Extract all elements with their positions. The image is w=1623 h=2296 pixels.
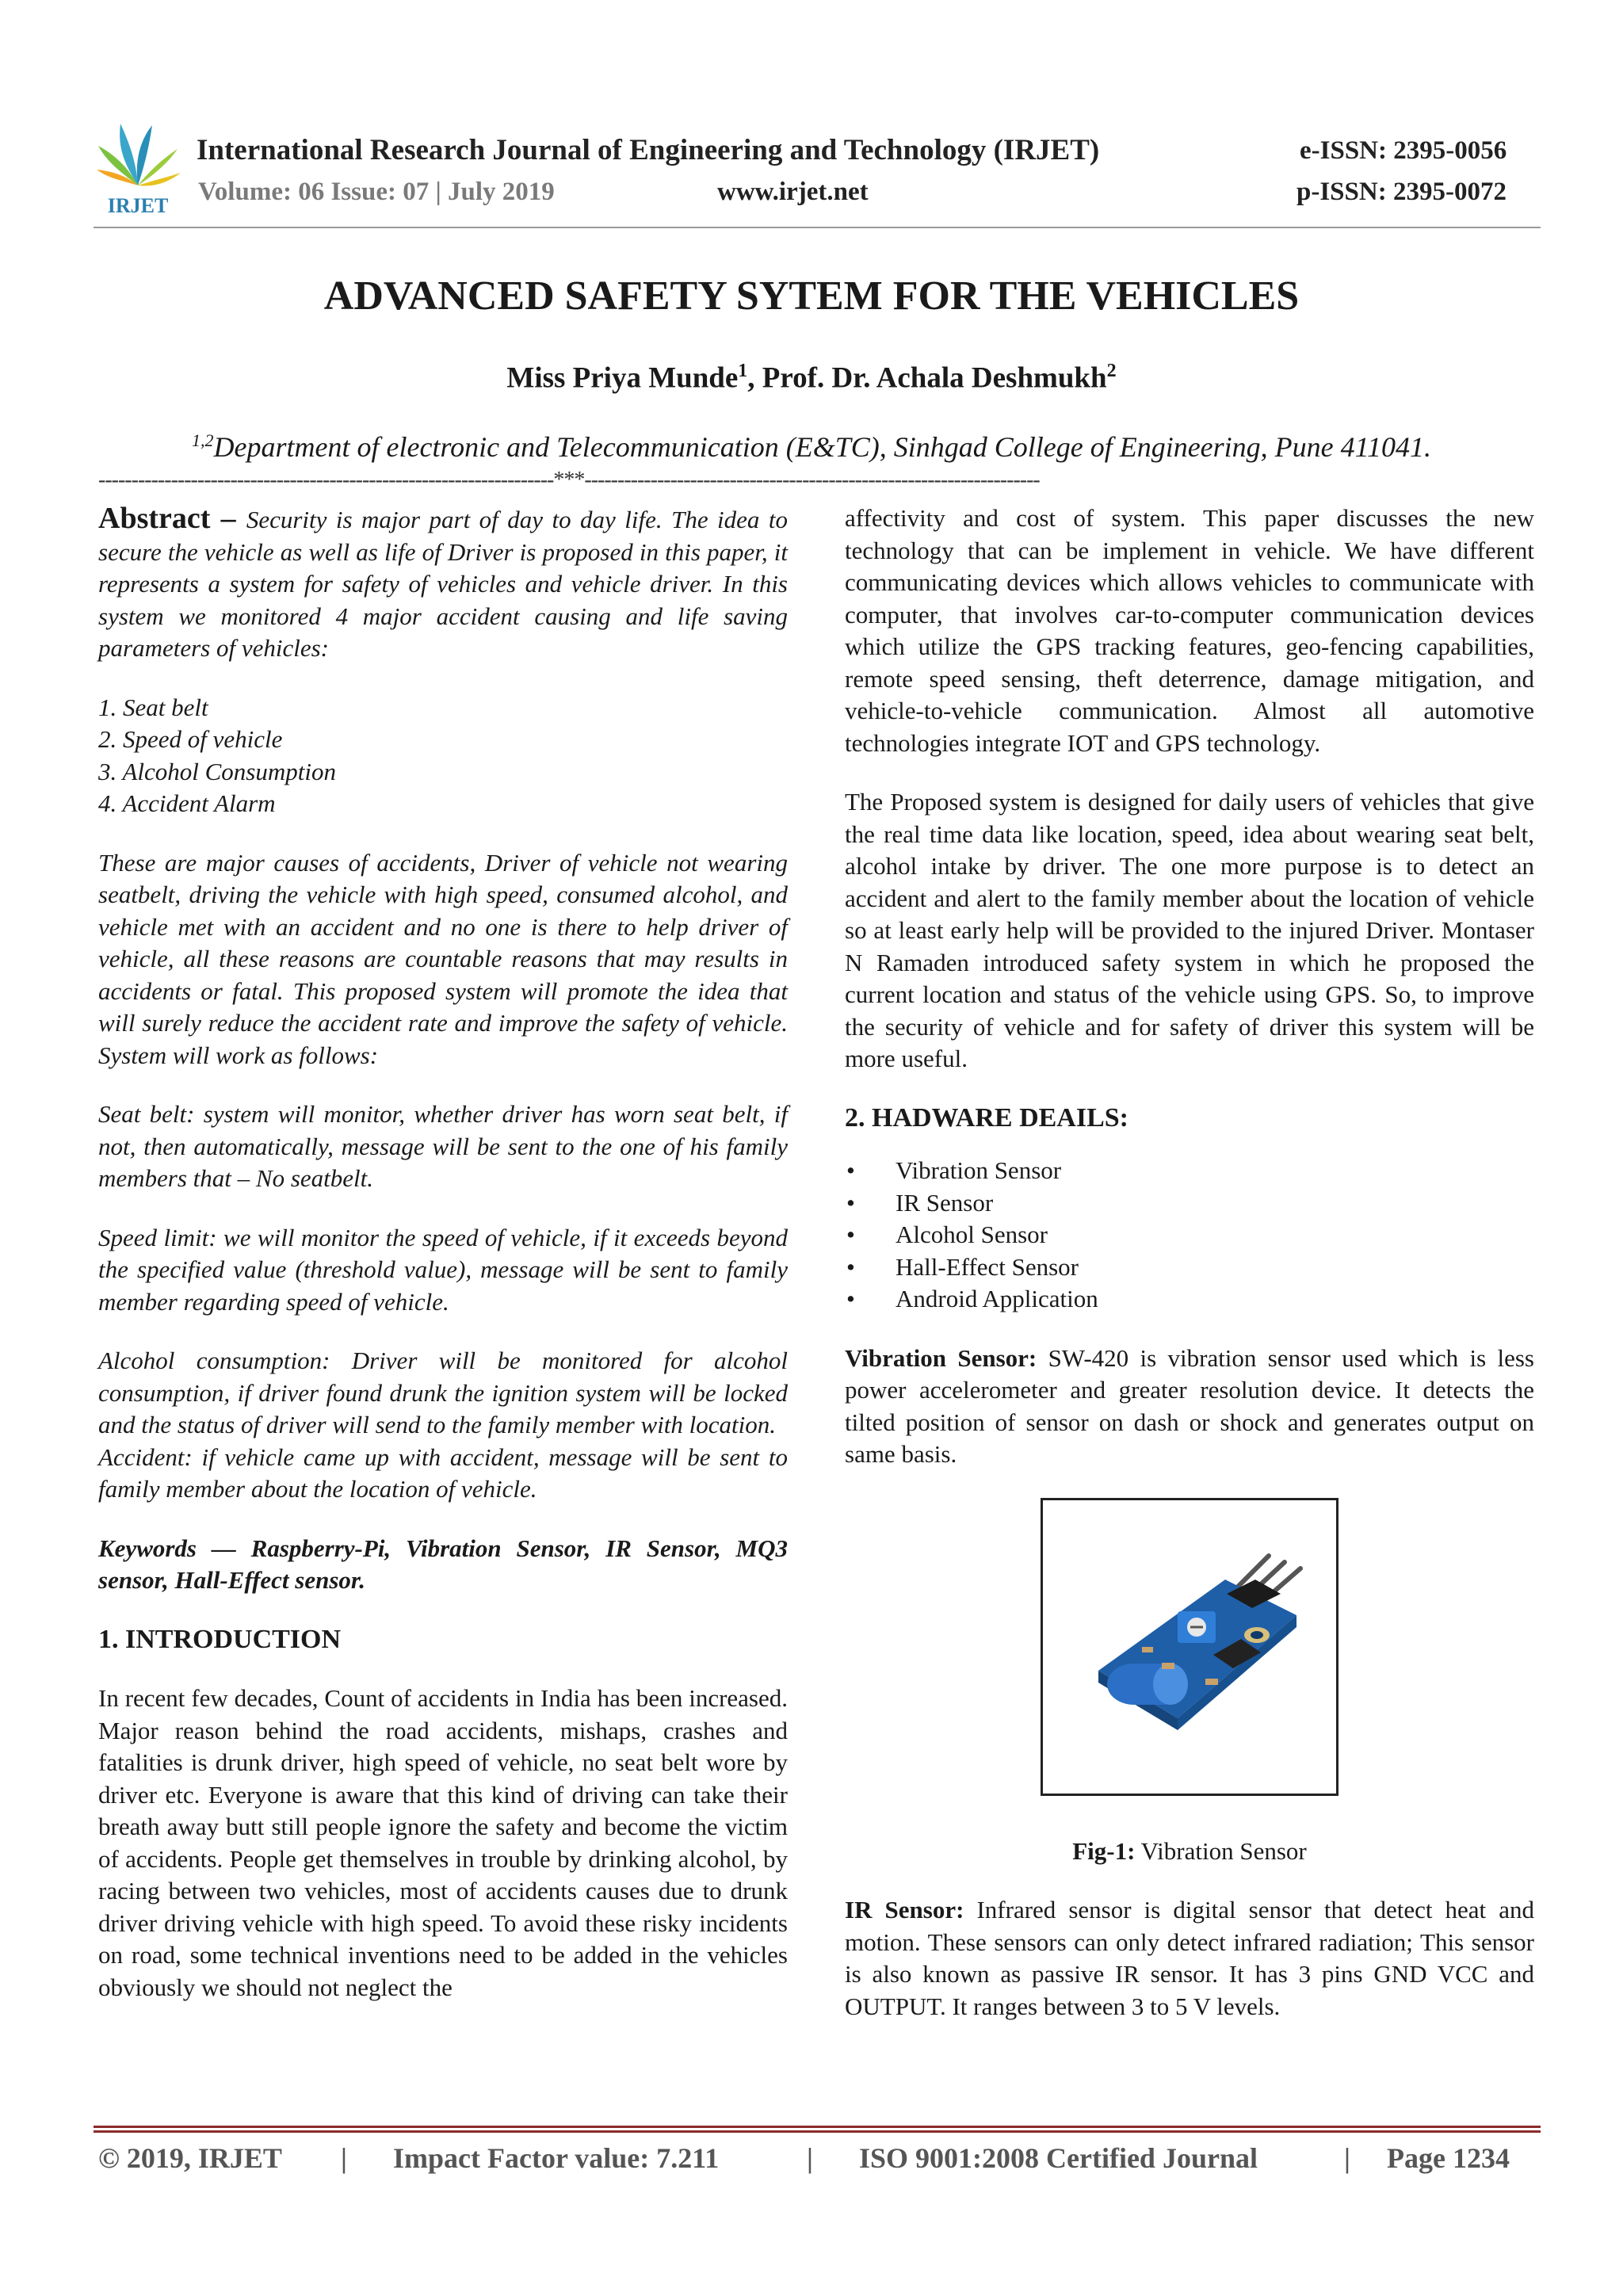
header-divider (94, 227, 1541, 228)
list-item: • Android Application (896, 1283, 1534, 1316)
journal-title: International Research Journal of Engineering and Technology (IRJET) (197, 134, 1100, 166)
parameter-list (98, 692, 788, 820)
abstract-text: Security is major part of day to day life. The idea to secure the vehicle as well as life of Driver is proposed in this paper, it represents a system for safety of vehicles and vehicle driver. In this system we monitored 4 major accident causing and life saving parameters of vehicles: (98, 506, 789, 662)
author-1-sup: 1 (738, 361, 748, 381)
left-column (98, 502, 788, 2004)
affiliation (0, 430, 1623, 464)
list-item: • Alcohol Sensor (896, 1219, 1534, 1251)
footer-page-number: Page 1234 (1387, 2142, 1510, 2174)
footer-separator: | (1344, 2142, 1350, 2174)
list-item: • IR Sensor (896, 1187, 1534, 1220)
list-item: • Vibration Sensor (896, 1155, 1534, 1187)
vibration-sensor-image (1043, 1500, 1336, 1794)
hardware-heading: 2. HADWARE DEAILS: (845, 1102, 1128, 1133)
author-2: Prof. Dr. Achala Deshmukh (762, 361, 1107, 395)
abstract (98, 502, 788, 665)
list-item: 2. Speed of vehicle (98, 725, 283, 753)
affiliation-sup: 1,2 (192, 430, 214, 450)
author-separator: , (747, 361, 762, 395)
svg-text:IRJET: IRJET (107, 194, 169, 217)
footer-copyright: © 2019, IRJET (98, 2142, 282, 2174)
figure-caption (845, 1836, 1534, 1868)
proposed-system-text: The Proposed system is designed for daily users of vehicles that give the real time data like location, speed, idea about wearing seat belt, alcohol intake by driver. The one more purpose is to detect an accident and alert to the family member about the location of vehicle so at least early help will be provided to the injured Driver. Montaser N Ramaden introduced safety system in which he proposed the current location and status of the vehicle using GPS. So, to improve the security of vehicle and for safety of driver this system will be more useful. (845, 788, 1534, 1072)
ir-sensor-label: IR Sensor: (845, 1896, 964, 1924)
causes-paragraph: These are major causes of accidents, Driver of vehicle not wearing seatbelt, driving the vehicle with high speed, consumed alcohol, and vehicle met with an accident and no one is there to help driver of vehicle, all these reasons are countable reasons that may results in accidents or fatal. This proposed system will promote the idea that will surely reduce the accident rate and improve the safety of vehicle. System will work as follows: (98, 848, 788, 1069)
volume-issue: Volume: 06 Issue: 07 | July 2019 (198, 178, 555, 206)
keywords: Keywords — Raspberry-Pi, Vibration Sensor, IR Sensor, MQ3 sensor, Hall-Effect sensor. (98, 1534, 788, 1594)
ir-sensor-text: Infrared sensor is digital sensor that detect heat and motion. These sensors can only detect infrared radiation; This sensor is also known as passive IR sensor. It has 3 pins GND VCC and OUTPUT. It ranges between 3 to 5 V levels. (845, 1896, 1534, 2020)
affiliation-text: Department of electronic and Telecommunication (E&TC), Sinhgad College of Engineering, Pune 411041. (213, 431, 1431, 463)
p-issn: p-ISSN: 2395-0072 (1296, 178, 1507, 206)
footer-impact-factor: Impact Factor value: 7.211 (393, 2142, 720, 2174)
speed-paragraph: Speed limit: we will monitor the speed of vehicle, if it exceeds beyond the specified value (threshold value), message will be sent to family member regarding speed of vehicle. (98, 1223, 788, 1316)
footer-iso: ISO 9001:2008 Certified Journal (859, 2142, 1258, 2174)
author-2-sup: 2 (1106, 361, 1117, 381)
figure-caption-text: Vibration Sensor (1135, 1836, 1307, 1865)
figure-vibration-sensor (1041, 1498, 1338, 1796)
accident-paragraph: Accident: if vehicle came up with accident, message will be sent to family member about the location of vehicle. (98, 1442, 788, 1503)
paper-title: ADVANCED SAFETY SYTEM FOR THE VEHICLES (323, 273, 1300, 319)
right-column (845, 502, 1534, 2023)
list-item: 1. Seat belt (98, 693, 208, 721)
introduction-heading: 1. INTRODUCTION (98, 1624, 342, 1654)
footer-separator: | (341, 2142, 347, 2174)
footer-divider-top (94, 2126, 1541, 2128)
list-item: 3. Alcohol Consumption (98, 757, 336, 785)
ir-sensor-paragraph (845, 1894, 1534, 2023)
e-issn: e-ISSN: 2395-0056 (1300, 136, 1507, 165)
journal-website: www.irjet.net (717, 178, 869, 206)
footer-divider-bottom (94, 2130, 1541, 2133)
introduction-continued: affectivity and cost of system. This paper discusses the new technology that can be implement in vehicle. We have different communicating devices which allows vehicles to communicate with computer, that involves car-to-computer communication devices which utilize the GPS tracking features, geo-fencing capabilities, remote speed sensing, theft deterrence, damage mitigation, and vehicle-to-vehicle communication. Almost all automotive technologies integrate IOT and GPS technology. (845, 504, 1534, 757)
authors (0, 361, 1623, 395)
vibration-sensor-text: SW-420 is vibration sensor used which is less power accelerometer and greater resolution device. It detects the tilted position of sensor on dash or shock and generates output on same basis. (845, 1343, 1534, 1468)
alcohol-paragraph: Alcohol consumption: Driver will be monitored for alcohol consumption, if driver found drunk the ignition system will be locked and the status of driver will send to the family member with location. (98, 1347, 788, 1438)
author-1: Miss Priya Munde (506, 361, 739, 395)
section-separator: ---------------------------------------------------------------------***--------------------------------------------------------------------- (98, 468, 1040, 492)
irjet-logo (94, 117, 182, 219)
list-item: • Hall-Effect Sensor (896, 1251, 1534, 1284)
footer-separator: | (807, 2142, 813, 2174)
seatbelt-paragraph: Seat belt: system will monitor, whether driver has worn seat belt, if not, then automatically, message will be sent to the one of his family members that – No seatbelt. (98, 1100, 788, 1192)
vibration-sensor-paragraph (845, 1343, 1534, 1471)
figure-label: Fig-1: (1072, 1836, 1136, 1865)
abstract-label: Abstract – (98, 502, 246, 535)
vibration-sensor-label: Vibration Sensor: (845, 1343, 1037, 1372)
list-item: 4. Accident Alarm (98, 789, 276, 817)
hardware-list (845, 1155, 1534, 1316)
introduction-text: In recent few decades, Count of accidents in India has been increased. Major reason behind the road accidents, mishaps, crashes and fatalities is drunk driver, high speed of vehicle, no seat belt wore by driver etc. Everyone is aware that this kind of driving can take their breath away butt still people ignore the safety and become the victim of accidents. People get themselves in trouble by drinking alcohol, by racing between two vehicles, most of accidents causes due to drunk driver driving vehicle with high speed. To avoid these risky incidents on road, some technical inventions need to be added in the vehicles obviously we should not neglect the (98, 1684, 788, 2001)
